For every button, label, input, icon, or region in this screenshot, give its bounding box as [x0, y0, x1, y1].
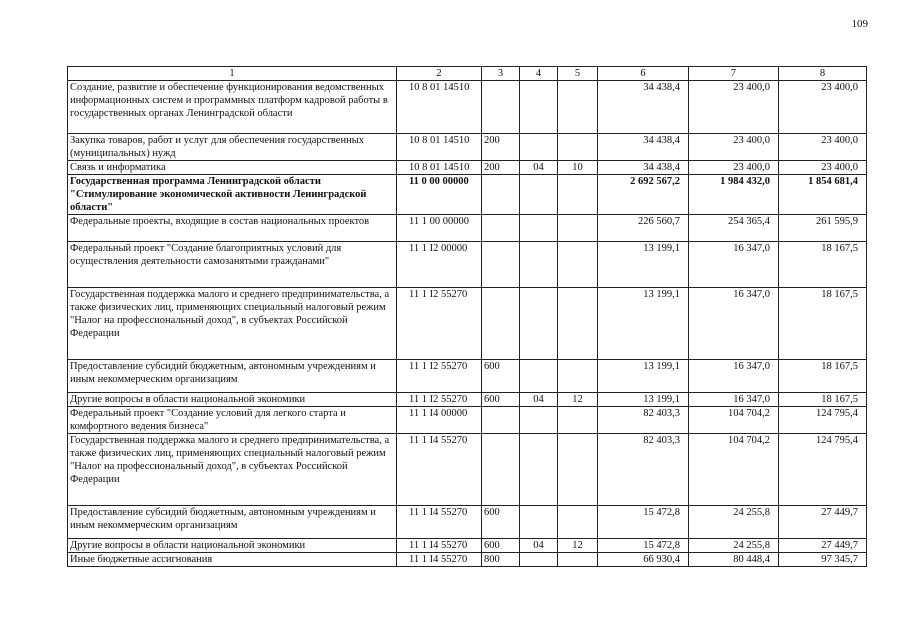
row-name-cell: Закупка товаров, работ и услуг для обеспечения государственных (муниципальных) нужд — [68, 134, 397, 161]
column-header: 3 — [482, 67, 520, 81]
row-section-cell — [520, 215, 558, 242]
table-row — [68, 434, 867, 506]
row-vr-cell — [482, 215, 520, 242]
row-vr-cell: 800 — [482, 553, 520, 567]
column-header: 4 — [520, 67, 558, 81]
row-value-cell: 226 560,7 — [598, 215, 689, 242]
row-section-cell: 04 — [520, 393, 558, 407]
row-name-cell: Другие вопросы в области национальной экономики — [68, 539, 397, 553]
row-subsection-cell — [558, 215, 598, 242]
row-value-cell: 16 347,0 — [689, 288, 779, 360]
row-value-cell: 15 472,8 — [598, 539, 689, 553]
row-code-cell: 11 1 I2 55270 — [397, 393, 482, 407]
row-name-cell: Федеральный проект "Создание благоприятных условий для осуществления деятельности самозанятыми гражданами" — [68, 242, 397, 288]
row-value-cell: 23 400,0 — [689, 134, 779, 161]
row-section-cell — [520, 81, 558, 134]
row-value-cell: 23 400,0 — [779, 134, 867, 161]
row-value-cell: 124 795,4 — [779, 407, 867, 434]
row-vr-cell — [482, 434, 520, 506]
row-vr-cell — [482, 175, 520, 215]
row-code-cell: 10 8 01 14510 — [397, 161, 482, 175]
budget-table — [67, 66, 867, 567]
row-name-cell: Федеральные проекты, входящие в состав национальных проектов — [68, 215, 397, 242]
row-code-cell: 11 1 00 00000 — [397, 215, 482, 242]
row-code-cell: 11 0 00 00000 — [397, 175, 482, 215]
row-code-cell: 11 1 I4 00000 — [397, 407, 482, 434]
row-subsection-cell — [558, 506, 598, 539]
row-subsection-cell: 10 — [558, 161, 598, 175]
row-vr-cell: 200 — [482, 161, 520, 175]
row-subsection-cell — [558, 434, 598, 506]
row-vr-cell — [482, 242, 520, 288]
table-row — [68, 553, 867, 567]
row-section-cell — [520, 288, 558, 360]
row-value-cell: 254 365,4 — [689, 215, 779, 242]
row-code-cell: 11 1 I2 00000 — [397, 242, 482, 288]
row-value-cell: 82 403,3 — [598, 407, 689, 434]
row-vr-cell: 600 — [482, 360, 520, 393]
row-subsection-cell — [558, 407, 598, 434]
row-subsection-cell — [558, 81, 598, 134]
row-code-cell: 11 1 I2 55270 — [397, 288, 482, 360]
row-subsection-cell: 12 — [558, 539, 598, 553]
row-subsection-cell — [558, 360, 598, 393]
row-name-cell: Связь и информатика — [68, 161, 397, 175]
table-row — [68, 539, 867, 553]
row-section-cell — [520, 553, 558, 567]
row-value-cell: 24 255,8 — [689, 506, 779, 539]
row-subsection-cell — [558, 134, 598, 161]
row-value-cell: 34 438,4 — [598, 134, 689, 161]
row-code-cell: 10 8 01 14510 — [397, 81, 482, 134]
row-subsection-cell — [558, 288, 598, 360]
row-value-cell: 16 347,0 — [689, 393, 779, 407]
row-code-cell: 11 1 I4 55270 — [397, 539, 482, 553]
row-value-cell: 124 795,4 — [779, 434, 867, 506]
row-name-cell: Создание, развитие и обеспечение функционирования ведомственных информационных систем и программных платформ кадровой работы в государственных органах Ленинградской области — [68, 81, 397, 134]
table-row — [68, 393, 867, 407]
row-name-cell: Иные бюджетные ассигнования — [68, 553, 397, 567]
row-value-cell: 18 167,5 — [779, 393, 867, 407]
row-section-cell — [520, 242, 558, 288]
row-code-cell: 11 1 I2 55270 — [397, 360, 482, 393]
page-number: 109 — [851, 18, 868, 30]
row-name-cell: Предоставление субсидий бюджетным, автономным учреждениям и иным некоммерческим организациям — [68, 506, 397, 539]
row-value-cell: 2 692 567,2 — [598, 175, 689, 215]
column-header: 6 — [598, 67, 689, 81]
row-value-cell: 261 595,9 — [779, 215, 867, 242]
row-section-cell — [520, 434, 558, 506]
row-value-cell: 27 449,7 — [779, 539, 867, 553]
row-name-cell: Федеральный проект "Создание условий для легкого старта и комфортного ведения бизнеса" — [68, 407, 397, 434]
row-name-cell: Государственная программа Ленинградской области "Стимулирование экономической активности Ленинградской области" — [68, 175, 397, 215]
row-value-cell: 16 347,0 — [689, 242, 779, 288]
row-section-cell — [520, 407, 558, 434]
row-value-cell: 80 448,4 — [689, 553, 779, 567]
row-value-cell: 13 199,1 — [598, 360, 689, 393]
row-subsection-cell — [558, 242, 598, 288]
row-section-cell: 04 — [520, 161, 558, 175]
row-section-cell — [520, 506, 558, 539]
row-value-cell: 97 345,7 — [779, 553, 867, 567]
table-row — [68, 242, 867, 288]
row-value-cell: 27 449,7 — [779, 506, 867, 539]
row-value-cell: 16 347,0 — [689, 360, 779, 393]
table-row — [68, 175, 867, 215]
row-name-cell: Государственная поддержка малого и среднего предпринимательства, а также физических лиц, применяющих специальный налоговый режим "Налог на профессиональный доход", в субъектах Российской Федерации — [68, 288, 397, 360]
row-code-cell: 11 1 I4 55270 — [397, 434, 482, 506]
table-row — [68, 360, 867, 393]
row-value-cell: 23 400,0 — [779, 161, 867, 175]
row-value-cell: 104 704,2 — [689, 434, 779, 506]
row-name-cell: Другие вопросы в области национальной экономики — [68, 393, 397, 407]
row-value-cell: 23 400,0 — [689, 161, 779, 175]
row-vr-cell — [482, 81, 520, 134]
table-row — [68, 81, 867, 134]
row-section-cell — [520, 360, 558, 393]
column-header: 2 — [397, 67, 482, 81]
table-row — [68, 134, 867, 161]
row-name-cell: Государственная поддержка малого и среднего предпринимательства, а также физических лиц, применяющих специальный налоговый режим "Налог на профессиональный доход", в субъектах Российской Федерации — [68, 434, 397, 506]
row-vr-cell: 600 — [482, 539, 520, 553]
row-value-cell: 13 199,1 — [598, 393, 689, 407]
table-row — [68, 215, 867, 242]
row-vr-cell: 600 — [482, 506, 520, 539]
row-name-cell: Предоставление субсидий бюджетным, автономным учреждениям и иным некоммерческим организациям — [68, 360, 397, 393]
row-code-cell: 11 1 I4 55270 — [397, 553, 482, 567]
row-vr-cell: 200 — [482, 134, 520, 161]
row-value-cell: 15 472,8 — [598, 506, 689, 539]
row-value-cell: 34 438,4 — [598, 161, 689, 175]
table-header-row — [68, 67, 867, 81]
row-code-cell: 11 1 I4 55270 — [397, 506, 482, 539]
row-subsection-cell: 12 — [558, 393, 598, 407]
table-row — [68, 506, 867, 539]
table-row — [68, 407, 867, 434]
row-section-cell — [520, 175, 558, 215]
column-header: 7 — [689, 67, 779, 81]
row-subsection-cell — [558, 553, 598, 567]
row-vr-cell — [482, 288, 520, 360]
row-code-cell: 10 8 01 14510 — [397, 134, 482, 161]
column-header: 1 — [68, 67, 397, 81]
row-value-cell: 24 255,8 — [689, 539, 779, 553]
column-header: 5 — [558, 67, 598, 81]
row-value-cell: 18 167,5 — [779, 242, 867, 288]
column-header: 8 — [779, 67, 867, 81]
row-section-cell — [520, 134, 558, 161]
row-value-cell: 104 704,2 — [689, 407, 779, 434]
row-value-cell: 82 403,3 — [598, 434, 689, 506]
row-value-cell: 23 400,0 — [689, 81, 779, 134]
row-value-cell: 13 199,1 — [598, 242, 689, 288]
row-subsection-cell — [558, 175, 598, 215]
row-value-cell: 13 199,1 — [598, 288, 689, 360]
row-value-cell: 23 400,0 — [779, 81, 867, 134]
row-value-cell: 1 984 432,0 — [689, 175, 779, 215]
row-value-cell: 18 167,5 — [779, 360, 867, 393]
row-vr-cell — [482, 407, 520, 434]
row-value-cell: 34 438,4 — [598, 81, 689, 134]
table-row — [68, 288, 867, 360]
row-value-cell: 1 854 681,4 — [779, 175, 867, 215]
row-section-cell: 04 — [520, 539, 558, 553]
row-vr-cell: 600 — [482, 393, 520, 407]
table-row — [68, 161, 867, 175]
row-value-cell: 66 930,4 — [598, 553, 689, 567]
row-value-cell: 18 167,5 — [779, 288, 867, 360]
